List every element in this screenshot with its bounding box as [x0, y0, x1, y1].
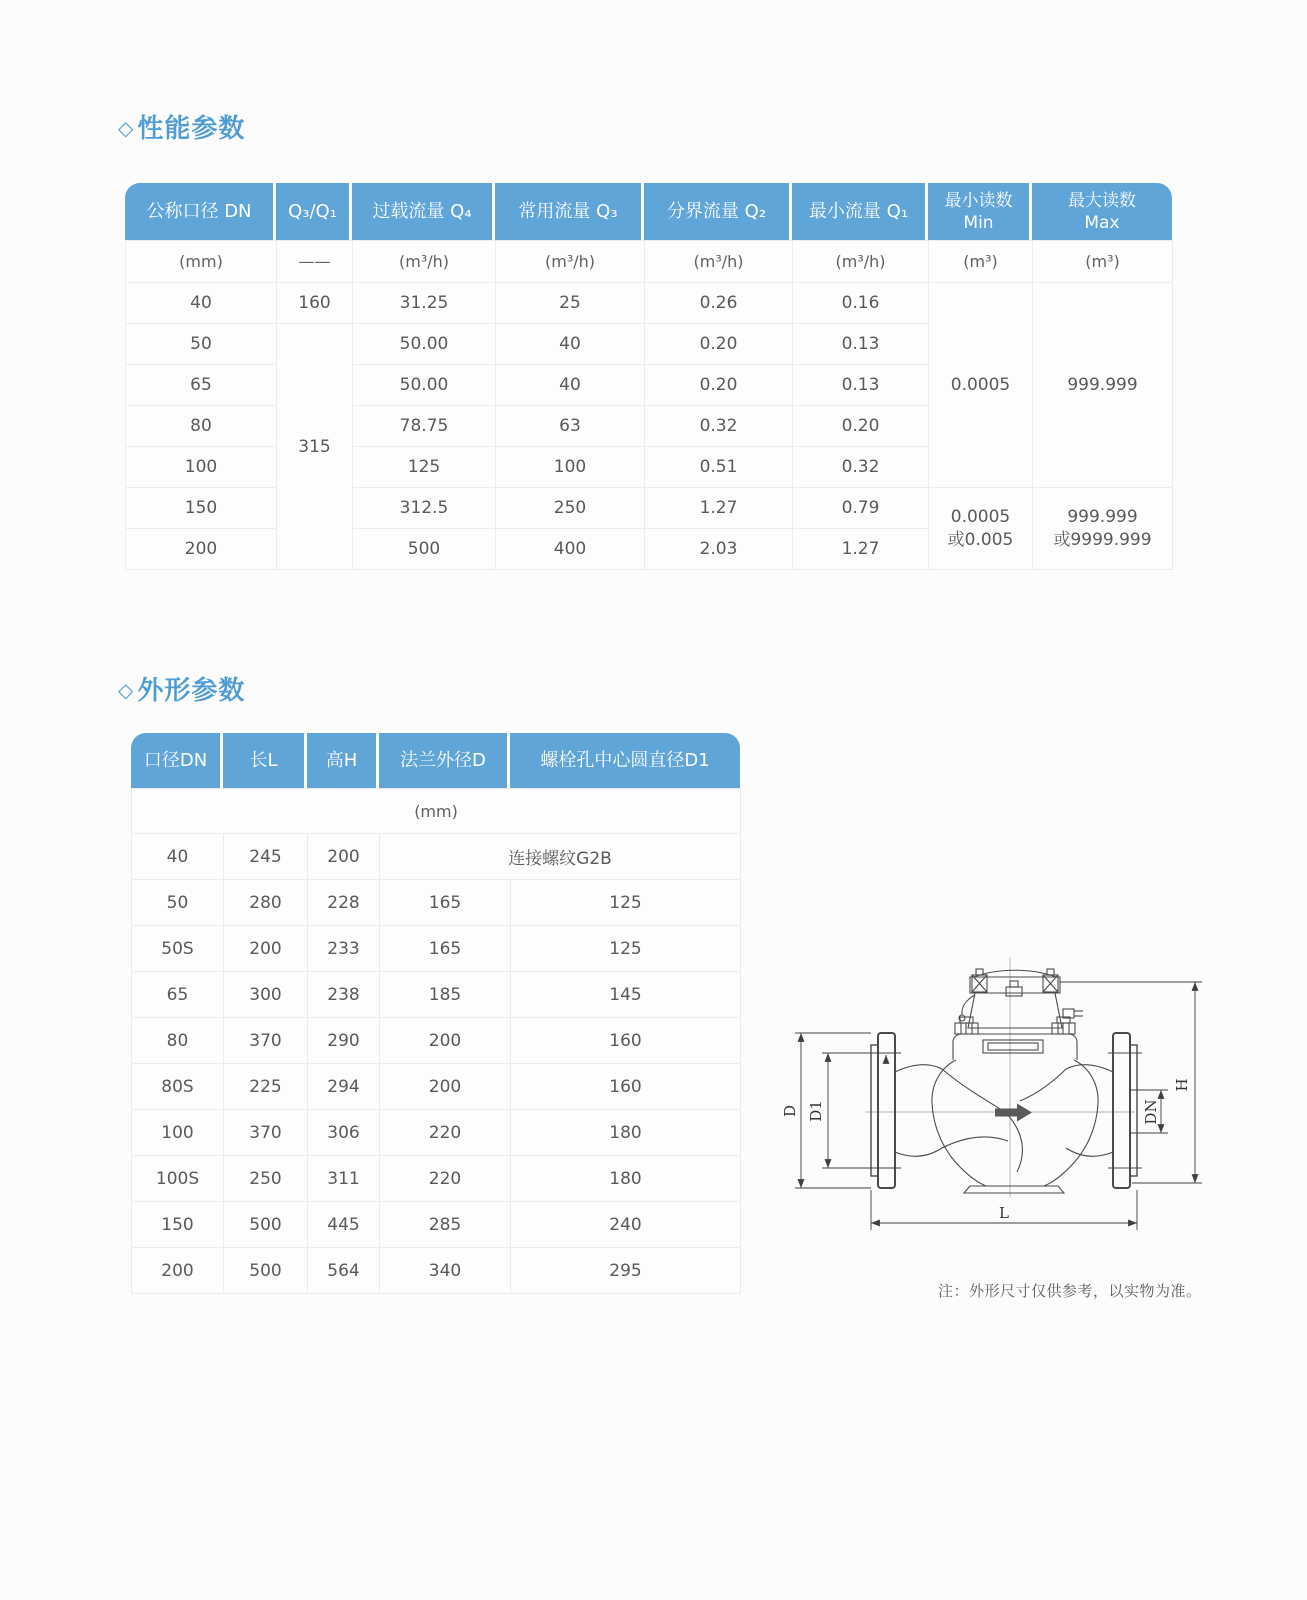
- table-cell: 150: [126, 488, 277, 529]
- table-cell: 0.79: [793, 488, 929, 529]
- section-title-dimensions-text: 外形参数: [137, 676, 246, 706]
- table-cell: 445: [308, 1202, 380, 1248]
- section-title-performance: [118, 108, 245, 145]
- section-title-dimensions: [118, 670, 245, 707]
- merged-cell-min-low: 0.0005 或0.005: [929, 488, 1033, 570]
- table-row: [132, 1248, 741, 1294]
- unit-cell: (m³/h): [496, 241, 645, 283]
- table-cell: 306: [308, 1110, 380, 1156]
- dimensions-table-header: [131, 733, 740, 788]
- merged-cell-max-low: 999.999 或9999.999: [1033, 488, 1173, 570]
- diamond-icon: ◇: [118, 677, 135, 702]
- table-cell: 233: [308, 926, 380, 972]
- table-cell: 280: [224, 880, 308, 926]
- column-header-height: 高H: [307, 733, 379, 788]
- table-cell: 50.00: [353, 324, 496, 365]
- table-cell: 65: [126, 365, 277, 406]
- table-cell: 312.5: [353, 488, 496, 529]
- table-cell: 25: [496, 283, 645, 324]
- table-cell: 50.00: [353, 365, 496, 406]
- table-row: [126, 283, 1173, 324]
- unit-cell: (m³): [1033, 241, 1173, 283]
- table-cell: 1.27: [645, 488, 793, 529]
- table-cell: 250: [496, 488, 645, 529]
- table-cell: 145: [511, 972, 741, 1018]
- table-cell: 100: [496, 447, 645, 488]
- performance-table: [125, 183, 1172, 570]
- column-header-dn: 公称口径 DN: [125, 183, 276, 240]
- table-cell: 165: [380, 926, 511, 972]
- table-cell: 180: [511, 1110, 741, 1156]
- table-row: [132, 834, 741, 880]
- column-header-min: 最小读数 Min: [928, 183, 1032, 240]
- table-cell: 63: [496, 406, 645, 447]
- table-row: [132, 1064, 741, 1110]
- table-cell: 295: [511, 1248, 741, 1294]
- table-cell: 100S: [132, 1156, 224, 1202]
- unit-cell: (m³/h): [645, 241, 793, 283]
- dimension-label-h: H: [1173, 1078, 1191, 1092]
- performance-table-header: [125, 183, 1172, 240]
- table-cell: 50S: [132, 926, 224, 972]
- table-cell: 340: [380, 1248, 511, 1294]
- column-header-q1: 最小流量 Q₁: [792, 183, 928, 240]
- unit-cell: (m³/h): [793, 241, 929, 283]
- table-cell: 250: [224, 1156, 308, 1202]
- unit-cell: (m³): [929, 241, 1033, 283]
- table-cell: 200: [380, 1018, 511, 1064]
- table-cell: 160: [511, 1018, 741, 1064]
- merged-cell-max: 999.999: [1033, 283, 1173, 488]
- table-cell: 40: [126, 283, 277, 324]
- table-row: [132, 1110, 741, 1156]
- table-row: [132, 1202, 741, 1248]
- table-cell: 40: [132, 834, 224, 880]
- table-cell: 150: [132, 1202, 224, 1248]
- table-cell: 125: [511, 926, 741, 972]
- column-header-max: 最大读数 Max: [1032, 183, 1172, 240]
- table-cell: 80: [132, 1018, 224, 1064]
- column-header-q4: 过载流量 Q₄: [352, 183, 495, 240]
- drawing-note: 注：外形尺寸仅供参考，以实物为准。: [938, 1282, 1202, 1300]
- flow-direction-arrow-icon: [995, 1104, 1032, 1122]
- table-cell: 1.27: [793, 529, 929, 570]
- table-cell: 0.16: [793, 283, 929, 324]
- table-cell: 0.20: [793, 406, 929, 447]
- table-cell: 238: [308, 972, 380, 1018]
- table-cell: 225: [224, 1064, 308, 1110]
- table-cell: 40: [496, 365, 645, 406]
- table-cell: 240: [511, 1202, 741, 1248]
- table-cell: 165: [380, 880, 511, 926]
- table-cell: 220: [380, 1110, 511, 1156]
- table-cell: 311: [308, 1156, 380, 1202]
- merged-cell-min: 0.0005: [929, 283, 1033, 488]
- column-header-bolt-circle: 螺栓孔中心圆直径D1: [510, 733, 740, 788]
- merged-cell-thread: 连接螺纹G2B: [380, 834, 741, 880]
- dimension-label-l: L: [999, 1204, 1009, 1222]
- dimensions-table: [131, 733, 740, 1294]
- table-cell: 500: [224, 1202, 308, 1248]
- dimension-label-d: D: [781, 1104, 799, 1118]
- table-cell: 80: [126, 406, 277, 447]
- table-cell: 50: [132, 880, 224, 926]
- table-cell: 0.26: [645, 283, 793, 324]
- table-cell: 65: [132, 972, 224, 1018]
- table-cell: 564: [308, 1248, 380, 1294]
- unit-cell: (mm): [132, 789, 741, 834]
- dimension-label-dn: DN: [1142, 1099, 1160, 1125]
- table-cell: 200: [308, 834, 380, 880]
- table-row: [132, 1018, 741, 1064]
- table-cell: 200: [380, 1064, 511, 1110]
- diamond-icon: ◇: [118, 115, 135, 140]
- table-cell: 2.03: [645, 529, 793, 570]
- table-cell: 0.20: [645, 324, 793, 365]
- table-cell: 200: [224, 926, 308, 972]
- table-cell: 125: [353, 447, 496, 488]
- table-cell: 50: [126, 324, 277, 365]
- table-cell: 160: [277, 283, 353, 324]
- units-row: [126, 241, 1173, 283]
- table-cell: 290: [308, 1018, 380, 1064]
- table-cell: 285: [380, 1202, 511, 1248]
- performance-table-body: [125, 240, 1173, 570]
- table-cell: 245: [224, 834, 308, 880]
- table-cell: 200: [126, 529, 277, 570]
- table-cell: 0.51: [645, 447, 793, 488]
- table-cell: 78.75: [353, 406, 496, 447]
- table-cell: 185: [380, 972, 511, 1018]
- table-row: [132, 926, 741, 972]
- table-cell: 31.25: [353, 283, 496, 324]
- table-cell: 40: [496, 324, 645, 365]
- table-cell: 500: [353, 529, 496, 570]
- table-row: [132, 1156, 741, 1202]
- column-header-dn: 口径DN: [131, 733, 223, 788]
- column-header-flange-od: 法兰外径D: [379, 733, 510, 788]
- table-cell: 400: [496, 529, 645, 570]
- column-header-q3: 常用流量 Q₃: [495, 183, 644, 240]
- units-row: [132, 789, 741, 834]
- table-cell: 125: [511, 880, 741, 926]
- table-cell: 228: [308, 880, 380, 926]
- dimension-label-d1: D1: [807, 1100, 825, 1122]
- table-cell: 160: [511, 1064, 741, 1110]
- unit-cell: ——: [277, 241, 353, 283]
- column-header-q2: 分界流量 Q₂: [644, 183, 792, 240]
- table-cell: 0.13: [793, 324, 929, 365]
- table-cell: 500: [224, 1248, 308, 1294]
- table-cell: 0.32: [645, 406, 793, 447]
- table-cell: 200: [132, 1248, 224, 1294]
- water-meter-technical-drawing: [770, 945, 1220, 1235]
- table-cell: 180: [511, 1156, 741, 1202]
- table-cell: 80S: [132, 1064, 224, 1110]
- table-row: [132, 880, 741, 926]
- table-cell: 300: [224, 972, 308, 1018]
- section-title-performance-text: 性能参数: [137, 114, 246, 144]
- table-cell: 220: [380, 1156, 511, 1202]
- dimensions-table-body: [131, 788, 741, 1294]
- unit-cell: (m³/h): [353, 241, 496, 283]
- column-header-length: 长L: [223, 733, 307, 788]
- table-row: [132, 972, 741, 1018]
- unit-cell: (mm): [126, 241, 277, 283]
- table-cell: 294: [308, 1064, 380, 1110]
- table-cell: 370: [224, 1018, 308, 1064]
- merged-cell-q3q1: 315: [277, 324, 353, 570]
- column-header-q3q1: Q₃/Q₁: [276, 183, 352, 240]
- table-cell: 0.32: [793, 447, 929, 488]
- table-cell: 370: [224, 1110, 308, 1156]
- table-cell: 0.13: [793, 365, 929, 406]
- table-cell: 0.20: [645, 365, 793, 406]
- table-cell: 100: [126, 447, 277, 488]
- table-cell: 100: [132, 1110, 224, 1156]
- meter-outline: [871, 969, 1142, 1193]
